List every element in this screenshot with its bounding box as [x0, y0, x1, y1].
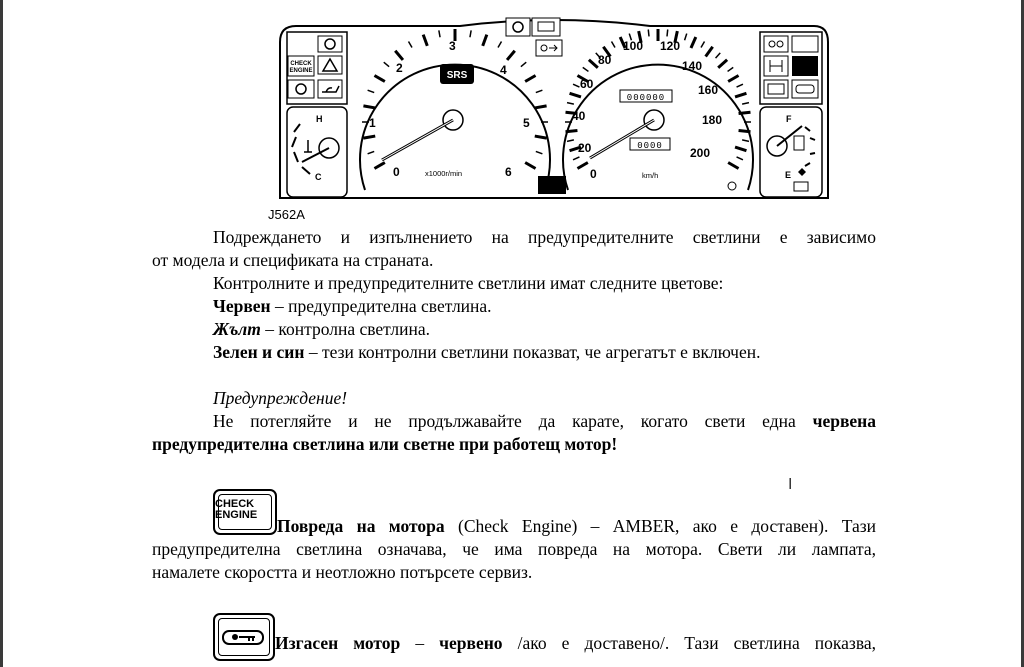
- check-engine-title: Повреда на мотора: [277, 516, 445, 536]
- speed-tick-160: 160: [698, 83, 719, 97]
- engine-off-text: /ако е доставено/. Тази светлина показва,: [502, 633, 876, 653]
- speed-tick-0: 0: [590, 167, 597, 181]
- speed-tick-200: 200: [690, 146, 711, 160]
- key-icon: [213, 613, 275, 661]
- dial-tick: [739, 130, 751, 131]
- temp-hot-label: H: [316, 114, 323, 124]
- dial-tick: [739, 112, 751, 113]
- check-engine-section: [152, 489, 876, 584]
- odometer: 000000: [626, 93, 666, 103]
- paragraph-2: Контролните и предупредителните светлини имат следните цветове:: [213, 273, 724, 293]
- fuel-full-label: F: [786, 114, 792, 124]
- warning-title-line: [152, 387, 876, 410]
- color-red-text: – предупредителна светлина.: [270, 296, 492, 316]
- speed-tick-60: 60: [580, 77, 594, 91]
- temperature-gauge: [287, 107, 347, 197]
- color-green-line: [152, 341, 876, 364]
- figure-label: J562A: [268, 207, 305, 222]
- window-left-edge: [0, 0, 3, 667]
- check-engine-lamp-label-1: CHECK: [290, 61, 312, 67]
- color-red-label: Червен: [213, 296, 271, 316]
- document-body: [152, 226, 876, 456]
- dial-tick: [535, 106, 547, 108]
- check-engine-text: (Check Engine) – AMBER, ако е доставен). Тази: [444, 516, 877, 536]
- engine-off-dash: –: [400, 633, 440, 653]
- check-engine-lamp-label-2: ENGINE: [289, 68, 313, 74]
- speed-tick-140: 140: [682, 59, 703, 73]
- tach-tick-1: 1: [369, 116, 376, 130]
- speed-tick-20: 20: [578, 141, 592, 155]
- tach-unit: x1000r/min: [425, 169, 463, 178]
- fuel-gauge: [760, 107, 822, 197]
- temp-cold-label: C: [315, 172, 322, 182]
- color-green-label: Зелен и син: [213, 342, 305, 362]
- check-engine-line-2: предупредителна светлина означава, че има повреда на мотора. Свети ли лампата,: [152, 539, 876, 559]
- speed-tick-100: 100: [623, 39, 644, 53]
- engine-off-title: Изгасен мотор: [275, 633, 401, 653]
- check-engine-icon: [213, 489, 277, 535]
- trip-meter: 0000: [637, 141, 663, 151]
- color-yellow-label: Жълт: [213, 319, 261, 339]
- dial-tick: [648, 30, 649, 37]
- dial-tick: [566, 130, 578, 131]
- speed-tick-120: 120: [660, 39, 681, 53]
- warning-text: Не потегляйте и не продължавайте да карате, когато свети една: [213, 411, 813, 431]
- warning-line-2: [152, 433, 876, 456]
- dial-tick: [363, 106, 375, 108]
- check-engine-line-3: намалете скоростта и неотложно потърсете сервиз.: [152, 562, 533, 582]
- tach-tick-3: 3: [449, 39, 456, 53]
- speed-unit: km/h: [642, 171, 659, 180]
- color-green-text: – тези контролни светлини показват, че агрегатът е включен.: [304, 342, 761, 362]
- warning-line-1: [152, 410, 876, 433]
- engine-off-red-word: червено: [439, 633, 503, 653]
- fuel-empty-label: E: [785, 170, 792, 180]
- left-indicator-panel: [287, 32, 347, 104]
- paragraph-1-line-1: Подреждането и изпълнението на предупредителните светлини е зависимо: [213, 227, 876, 247]
- srs-label: SRS: [446, 70, 468, 81]
- engine-off-line-1: [152, 613, 876, 655]
- check-engine-line-1: [152, 489, 876, 538]
- check-engine-icon-text-1: CHECK: [215, 498, 255, 510]
- color-yellow-text: – контролна светлина.: [260, 319, 431, 339]
- warning-title: Предупреждение!: [213, 388, 348, 408]
- color-yellow-line: [152, 318, 876, 341]
- warning-red-word: червена: [812, 411, 876, 431]
- warning-bold-text: предупредителна светлина или светне при работещ мотор!: [152, 434, 618, 454]
- tach-tick-4: 4: [500, 63, 507, 77]
- text-cursor-icon: I: [788, 476, 793, 493]
- tach-tick-0: 0: [393, 165, 400, 179]
- tach-tick-6: 6: [505, 165, 512, 179]
- instrument-cluster-figure: [270, 12, 840, 222]
- dial-tick: [363, 136, 375, 138]
- tach-tick-5: 5: [523, 116, 530, 130]
- tach-tick-2: 2: [396, 61, 403, 75]
- speed-tick-40: 40: [572, 109, 586, 123]
- check-engine-icon-text-2: ENGINE: [215, 509, 258, 521]
- color-red-line: [152, 295, 876, 318]
- right-indicator-panel: [760, 32, 822, 104]
- paragraph-1-line-2: от модела и спецификата на страната.: [152, 250, 434, 270]
- dial-tick: [535, 136, 547, 138]
- engine-off-section: [152, 613, 876, 655]
- speed-tick-80: 80: [598, 53, 612, 67]
- dial-tick: [667, 30, 668, 37]
- speed-tick-180: 180: [702, 113, 723, 127]
